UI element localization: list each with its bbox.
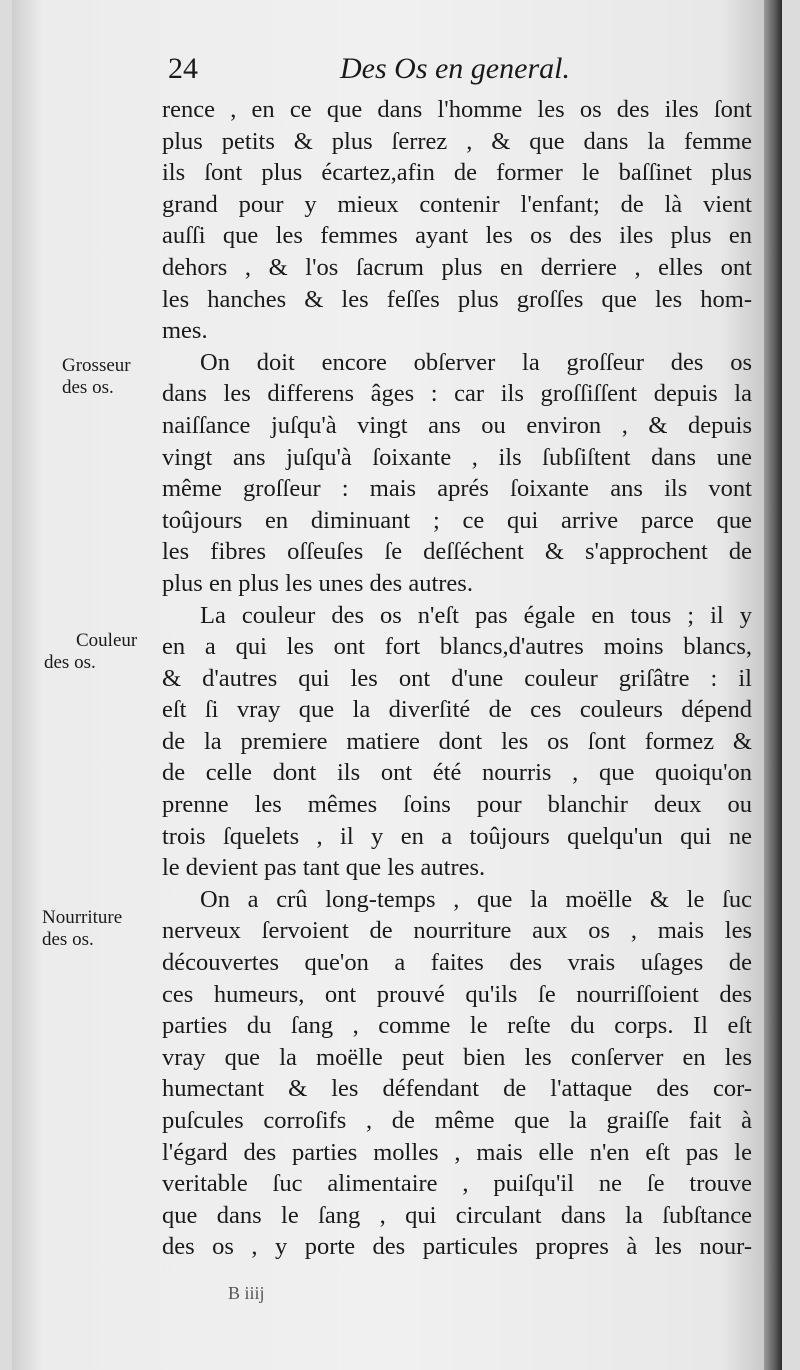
text-line: rence , en ce que dans l'homme les os des iles ſont <box>162 96 752 123</box>
margin-note-line: Grosseur <box>62 355 131 376</box>
text-line: On a crû long-temps , que la moëlle & le ſuc <box>200 885 752 913</box>
margin-note-line: des os. <box>42 929 94 950</box>
text-line: de celle dont ils ont été nourris , que quoiqu'on <box>162 759 752 787</box>
text-line: le devient pas tant que les autres. <box>162 854 486 882</box>
text-line: prenne les mêmes ſoins pour blanchir deux ou <box>162 791 752 819</box>
text-line: vingt ans juſqu'à ſoixante , ils ſubſiſtent dans une <box>162 443 752 471</box>
text-line: de la premiere matiere dont les os ſont formez & <box>162 727 752 755</box>
paragraph-4 <box>162 884 752 1263</box>
text-line: nerveux ſervoient de nourriture aux os , mais les <box>162 917 752 945</box>
body-text <box>162 94 752 1263</box>
margin-note-nourriture <box>42 907 122 951</box>
paragraph-3 <box>162 600 752 884</box>
text-line: ces humeurs, ont prouvé qu'ils ſe nourriſſoient des <box>162 980 752 1008</box>
page-number: 24 <box>168 52 198 85</box>
page-header <box>0 52 800 92</box>
margin-note-line: des os. <box>62 377 114 398</box>
text-line: On doit encore obſerver la groſſeur des os <box>200 348 752 376</box>
text-line: naiſſance juſqu'à vingt ans ou environ , & depuis <box>162 411 752 439</box>
text-line: dans les differens âges : car ils groſſiſſent depuis la <box>162 380 752 408</box>
text-line: vray que la moëlle peut bien les conſerver en les <box>162 1043 752 1071</box>
text-line: l'égard des parties molles , mais elle n'en eſt pas le <box>162 1138 752 1166</box>
margin-note-couleur <box>44 630 137 674</box>
text-line: veritable ſuc alimentaire , puiſqu'il ne ſe trouve <box>162 1170 752 1198</box>
paragraph-1 <box>162 94 752 347</box>
margin-note-line: Nourriture <box>42 907 123 928</box>
text-line: des os , y porte des particules propres à les nour- <box>162 1233 752 1261</box>
text-line: plus en plus les unes des autres. <box>162 569 473 597</box>
text-line: les fibres oſſeuſes ſe deſſéchent & s'approchent de <box>162 538 752 566</box>
text-line: & d'autres qui les ont d'une couleur griſâtre : il <box>162 664 752 692</box>
paragraph-2 <box>162 347 752 600</box>
text-line: plus petits & plus ſerrez , & que dans la femme <box>162 127 752 155</box>
text-line: en a qui les ont fort blancs,d'autres moins blancs, <box>162 633 752 661</box>
text-line: eſt ſi vray que la diverſité de ces couleurs dépend <box>162 696 752 724</box>
text-line: dehors , & l'os ſacrum plus en derriere , elles ont <box>162 253 752 281</box>
page-edge-shadow <box>764 0 782 1370</box>
text-line: La couleur des os n'eſt pas égale en tous ; il y <box>200 601 752 629</box>
margin-note-grosseur <box>62 355 131 399</box>
text-line: même groſſeur : mais aprés ſoixante ans ils vont <box>162 475 752 503</box>
text-line: puſcules corroſifs , de même que la graiſſe fait à <box>162 1107 752 1134</box>
margin-note-line: des os. <box>44 652 96 673</box>
text-line: les hanches & les feſſes plus groſſes que les hom- <box>162 285 752 313</box>
text-line: mes. <box>162 317 208 345</box>
running-title: Des Os en general. <box>340 52 570 85</box>
margin-note-line: Couleur <box>76 630 138 651</box>
text-line: humectant & les défendant de l'attaque des cor- <box>162 1075 752 1103</box>
text-line: que dans le ſang , qui circulant dans la ſubſtance <box>162 1201 752 1229</box>
text-line: auſſi que les femmes ayant les os des iles plus en <box>162 222 752 250</box>
text-line: parties du ſang , comme le reſte du corps. Il eſt <box>162 1012 752 1040</box>
text-line: découvertes que'on a faites des vrais uſages de <box>162 949 752 977</box>
text-line: toûjours en diminuant ; ce qui arrive parce que <box>162 506 752 534</box>
text-line: grand pour y mieux contenir l'enfant; de là vient <box>162 190 752 218</box>
signature-mark: B iiij <box>228 1283 265 1303</box>
text-line: trois ſquelets , il y en a toûjours quelqu'un qui ne <box>162 822 752 850</box>
text-line: ils ſont plus écartez,afin de former le baſſinet plus <box>162 159 752 187</box>
